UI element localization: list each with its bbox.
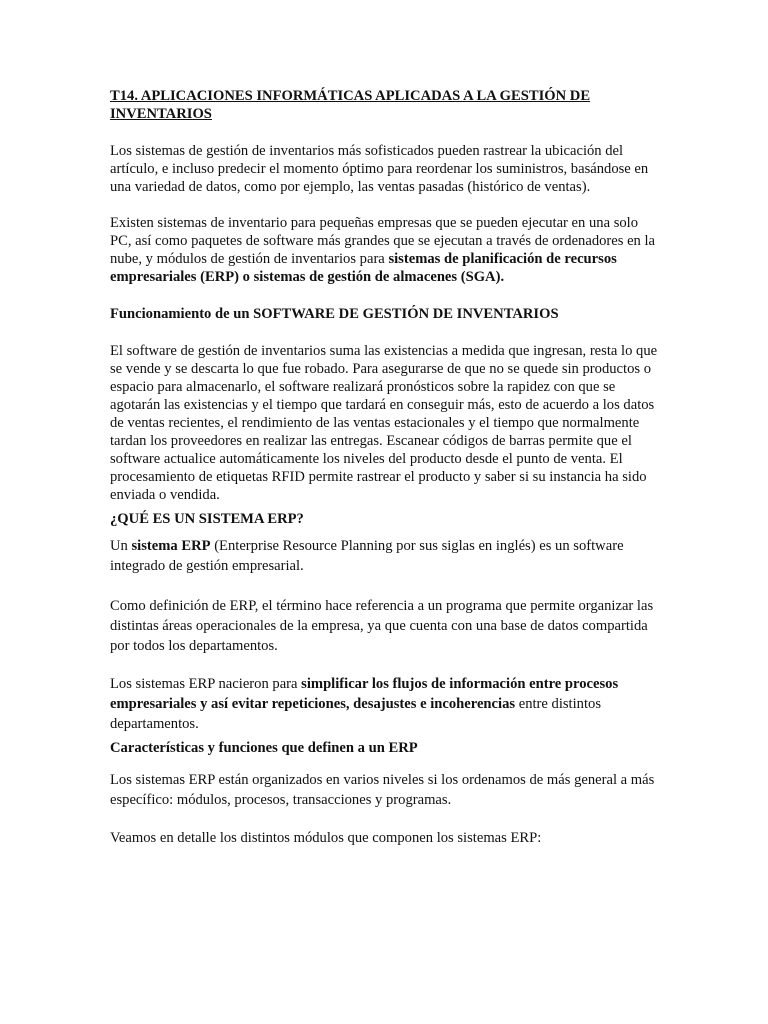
paragraph-text: Un bbox=[110, 538, 132, 554]
paragraph-small-business-systems bbox=[110, 214, 658, 286]
section-heading-what-is-erp: ¿QUÉ ES UN SISTEMA ERP? bbox=[110, 511, 304, 527]
paragraph-erp-definition bbox=[110, 536, 658, 576]
paragraph-inventory-systems: Los sistemas de gestión de inventarios más sofisticados pueden rastrear la ubicación del artículo, e incluso predecir el momento óptimo para reordenar los suministros, basándose en una variedad de datos, como por ejemplo, las ventas pasadas (histórico de ventas). bbox=[110, 143, 649, 195]
paragraph-text: entre distintos departamentos. bbox=[110, 696, 601, 732]
paragraph-erp-meaning: Como definición de ERP, el término hace referencia a un programa que permite organizar las distintas áreas operacionales de la empresa, ya que cuenta con una base de datos compartida por todos los departamentos. bbox=[110, 598, 654, 654]
paragraph-text: (Enterprise Resource Planning por sus siglas en inglés) es un software integrado de gestión empresarial. bbox=[110, 538, 624, 574]
document-page bbox=[110, 87, 658, 848]
bold-text-simplify-flows: simplificar los flujos de información entre procesos empresariales y así evitar repeticiones, desajustes e incoherencias bbox=[110, 676, 619, 712]
bold-text-sistema-erp: sistema ERP bbox=[131, 538, 211, 554]
paragraph-erp-levels: Los sistemas ERP están organizados en varios niveles si los ordenamos de más general a más específico: módulos, procesos, transacciones y programas. bbox=[110, 772, 655, 808]
section-heading-erp-features: Características y funciones que definen a un ERP bbox=[110, 740, 418, 756]
paragraph-text: Los sistemas ERP nacieron para bbox=[110, 676, 302, 692]
paragraph-software-operation: El software de gestión de inventarios suma las existencias a medida que ingresan, resta lo que se vende y se descarta lo que fue robado. Para asegurarse de que no se quede sin productos o espacio para almacenarlo, el software realizará pronósticos sobre la rapidez con que se agotarán las existencias y el tiempo que tardará en conseguir más, esto de acuerdo a los datos de ventas recientes, el rendimiento de las ventas estacionales y el tiempo que normalmente tardan los proveedores en realizar las entregas. Escanear códigos de barras permite que el software actualice automáticamente los niveles del producto desde el punto de venta. El procesamiento de etiquetas RFID permite rastrear el producto y saber si su instancia ha sido enviada o vendida. bbox=[110, 343, 658, 503]
section-heading-software-function: Funcionamiento de un SOFTWARE DE GESTIÓN DE INVENTARIOS bbox=[110, 306, 559, 322]
paragraph-text: Existen sistemas de inventario para pequeñas empresas que se pueden ejecutar en una solo PC, así como paquetes de software más grandes que se ejecutan a través de ordenadores en la nube, y módulos de gestión de inventarios para bbox=[110, 215, 656, 267]
paragraph-erp-modules-intro: Veamos en detalle los distintos módulos que componen los sistemas ERP: bbox=[110, 830, 542, 846]
document-title: T14. APLICACIONES INFORMÁTICAS APLICADAS A LA GESTIÓN DE INVENTARIOS bbox=[110, 88, 591, 122]
paragraph-erp-origin bbox=[110, 674, 658, 734]
bold-text-erp-sga: sistemas de planificación de recursos empresariales (ERP) o sistemas de gestión de almacenes (SGA). bbox=[110, 251, 617, 285]
